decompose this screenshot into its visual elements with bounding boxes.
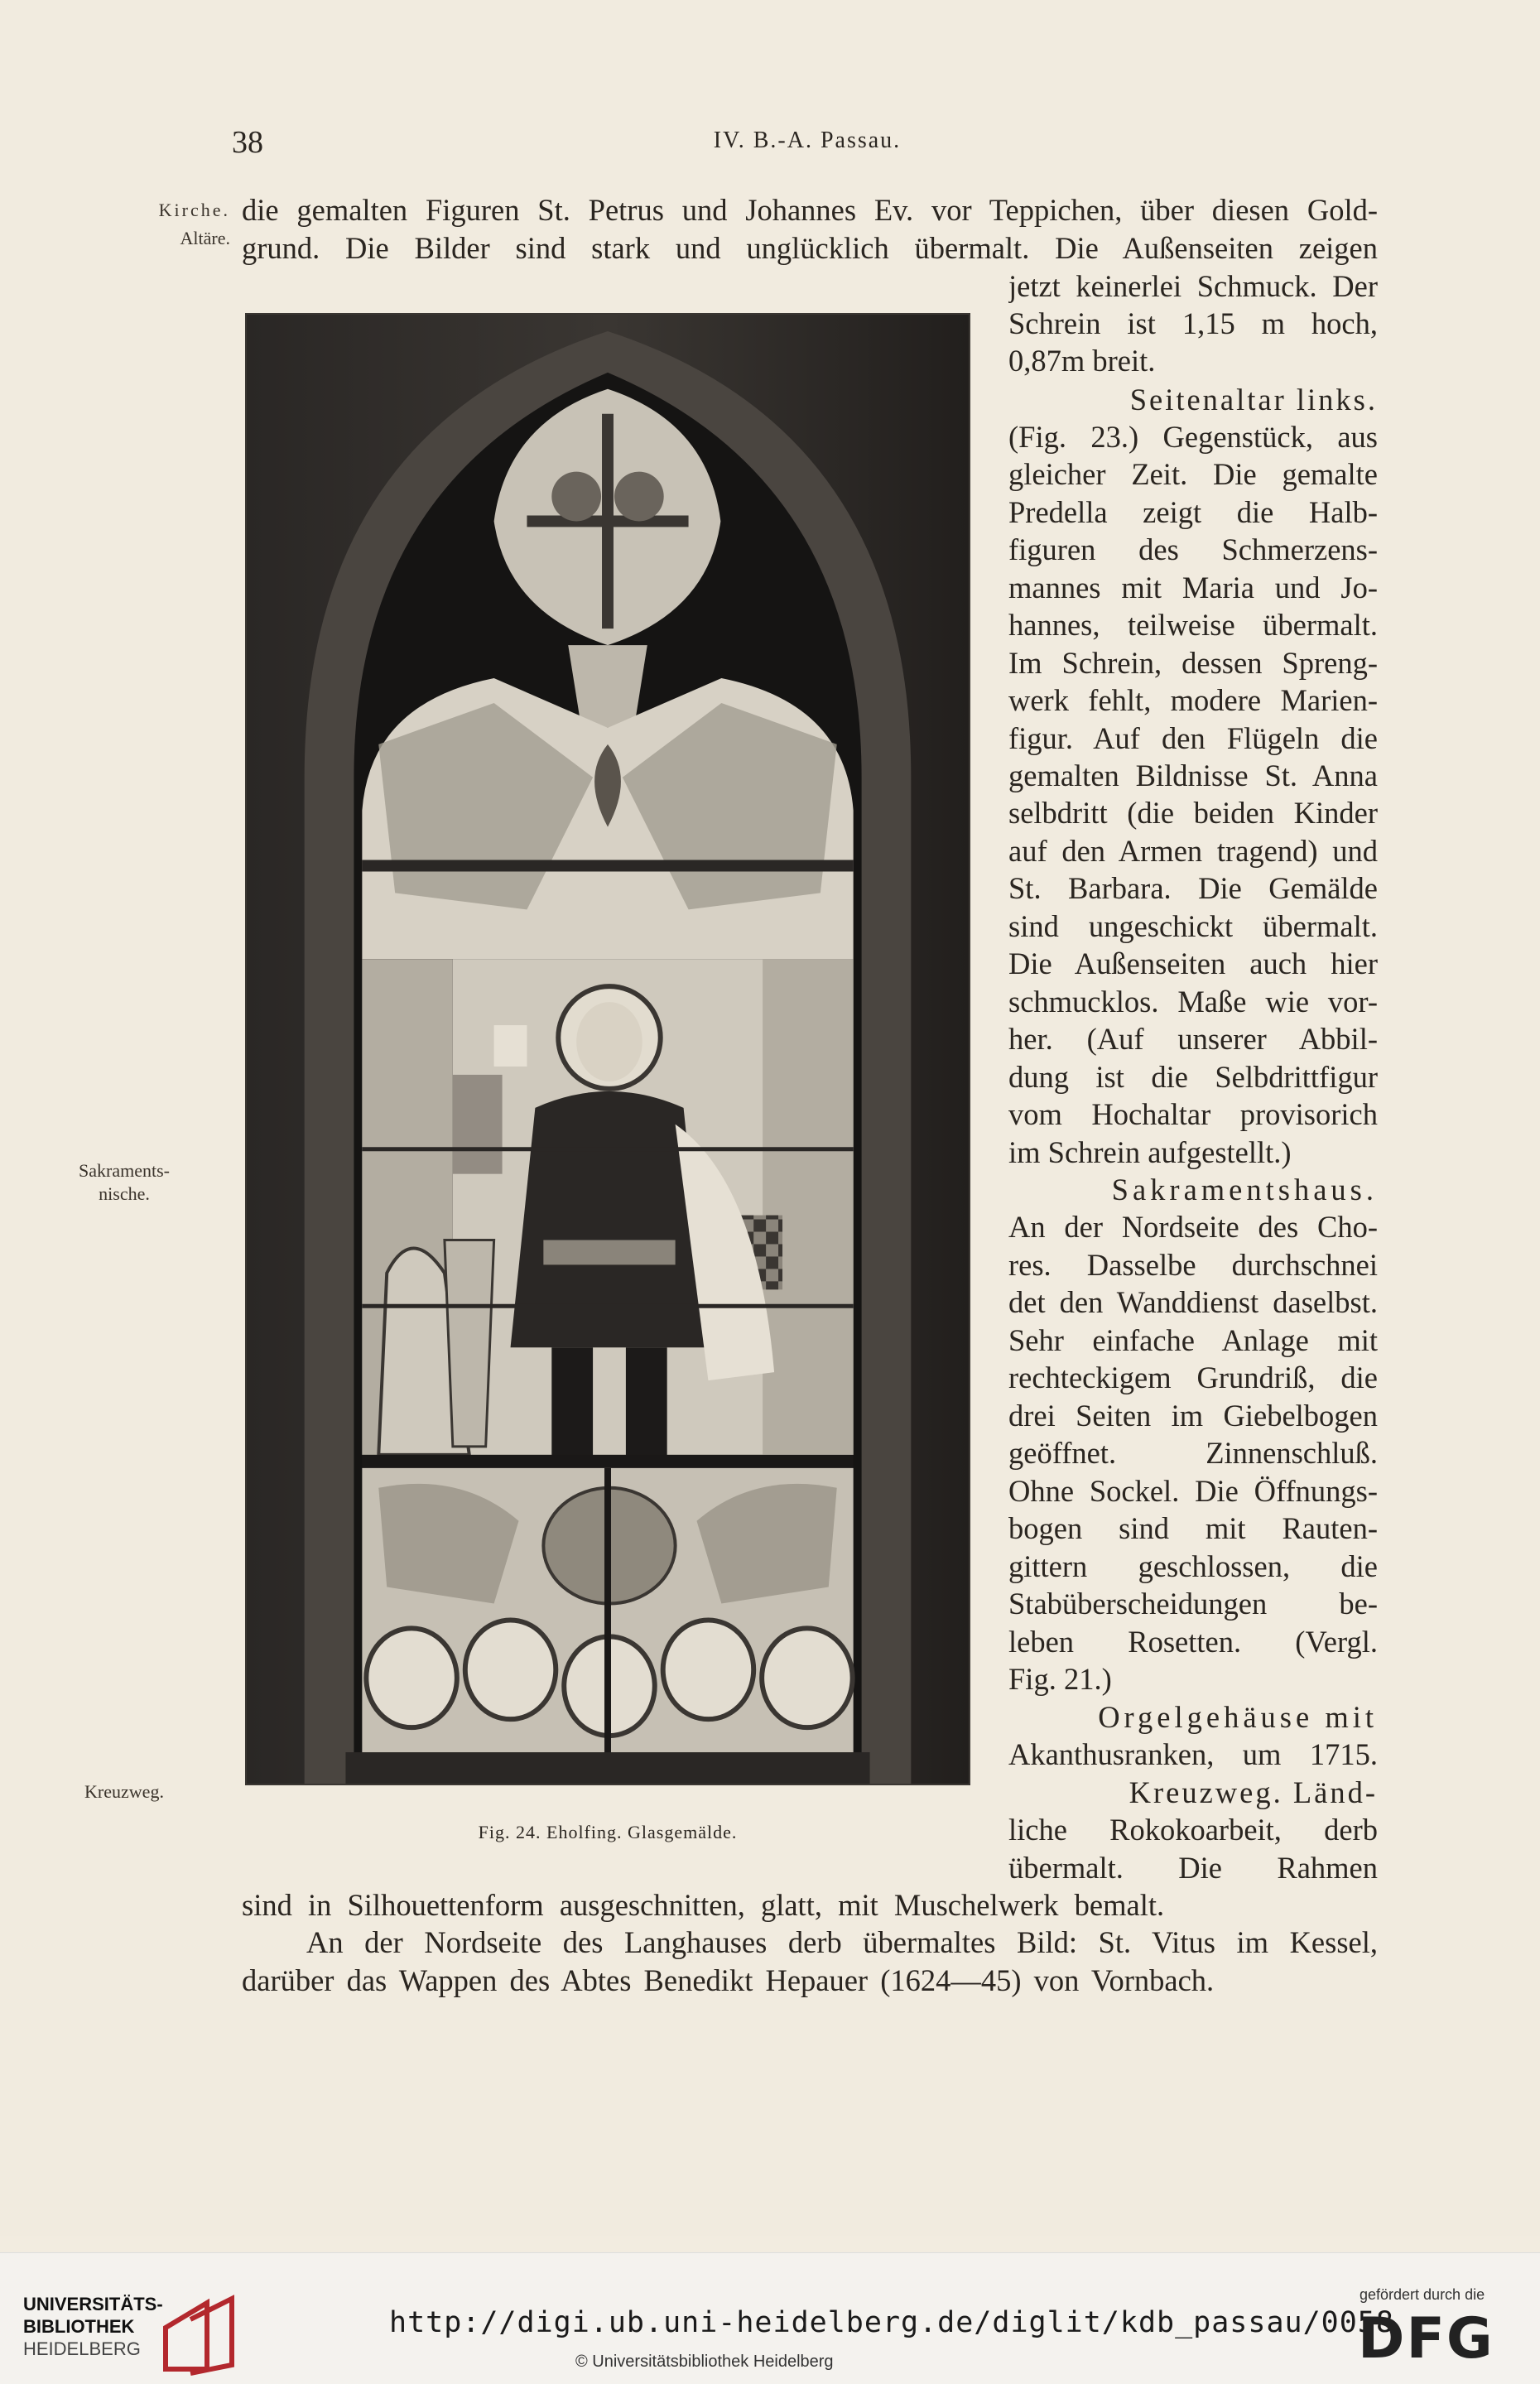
logo-line-1: UNIVERSITÄTS- <box>23 2294 163 2314</box>
text-line: Sakramentshaus. <box>1111 1173 1378 1206</box>
stained-glass-image <box>247 315 969 1784</box>
text-line: im Schrein aufgestellt.) <box>1008 1135 1292 1169</box>
margin-note-kreuzweg: Kreuzweg. <box>84 1781 164 1802</box>
text-line: An der Nordseite des Langhauses derb übermaltes Bild: St. Vitus im Kessel, <box>306 1925 1378 1959</box>
text-line: res. Dasselbe durchschnei <box>1008 1248 1378 1282</box>
text-line: Ohne Sockel. Die Öffnungs- <box>1008 1474 1378 1508</box>
text-line: (Fig. 23.) Gegenstück, aus <box>1008 420 1378 454</box>
stained-glass-figure <box>245 313 970 1785</box>
text-line: Orgelgehäuse mit <box>1098 1700 1378 1734</box>
text-line: schmucklos. Maße wie vor- <box>1008 985 1378 1019</box>
text-line: übermalt. Die Rahmen <box>1008 1851 1378 1885</box>
university-library-logo[interactable] <box>23 2293 163 2360</box>
text-line: grund. Die Bilder sind stark und unglücklich übermalt. Die Außenseiten zeigen <box>242 231 1378 265</box>
text-line: die gemalten Figuren St. Petrus und Johannes Ev. vor Teppichen, über diesen Gold- <box>242 193 1378 227</box>
margin-note-sakraments: Sakraments- <box>79 1160 170 1181</box>
running-title: IV. B.-A. Passau. <box>713 128 902 153</box>
text-line: liche Rokokoarbeit, derb <box>1008 1813 1378 1847</box>
text-line: An der Nordseite des Cho- <box>1008 1210 1378 1244</box>
text-line: selbdritt (die beiden Kinder <box>1008 796 1378 830</box>
text-line: Predella zeigt die Halb- <box>1008 495 1378 529</box>
viewer-footer <box>0 2252 1540 2384</box>
margin-note-nische: nische. <box>99 1183 150 1204</box>
text-line: vom Hochaltar provisorich <box>1008 1097 1378 1131</box>
text-line: Stabüberscheidungen be- <box>1008 1587 1378 1621</box>
text-line: gittern geschlossen, die <box>1008 1549 1378 1583</box>
text-line: geöffnet. Zinnenschluß. <box>1008 1436 1378 1470</box>
page-header <box>232 124 1383 166</box>
page-number: 38 <box>232 125 263 160</box>
logo-line-3: HEIDELBERG <box>23 2338 141 2359</box>
copyright-notice: © Universitätsbibliothek Heidelberg <box>575 2353 834 2371</box>
logo-line-2: BIBLIOTHEK <box>23 2316 135 2337</box>
text-line: figuren des Schmerzens- <box>1008 532 1378 566</box>
text-line: det den Wanddienst daselbst. <box>1008 1285 1378 1319</box>
text-line: Akanthusranken, um 1715. <box>1008 1737 1378 1771</box>
university-logo-icon <box>157 2295 240 2377</box>
funding-label: gefördert durch die <box>1360 2286 1485 2303</box>
text-line: bogen sind mit Rauten- <box>1008 1511 1378 1545</box>
text-line: werk fehlt, modere Marien- <box>1008 683 1378 717</box>
text-line: Fig. 21.) <box>1008 1662 1112 1696</box>
text-line: Sehr einfache Anlage mit <box>1008 1323 1378 1357</box>
text-line: darüber das Wappen des Abtes Benedikt Hepauer (1624—45) von Vornbach. <box>242 1963 1215 1997</box>
text-line: gemalten Bildnisse St. Anna <box>1008 759 1378 792</box>
margin-note-kirche: Kirche. <box>158 200 230 220</box>
text-line: jetzt keinerlei Schmuck. Der <box>1008 269 1378 303</box>
text-line: Seitenaltar links. <box>1129 383 1378 417</box>
text-line: sind in Silhouettenform ausgeschnitten, glatt, mit Muschelwerk bemalt. <box>242 1888 1165 1922</box>
text-line: Die Außenseiten auch hier <box>1008 946 1378 980</box>
margin-note-altaere: Altäre. <box>180 228 230 248</box>
text-line: drei Seiten im Giebelbogen <box>1008 1399 1378 1433</box>
figure-caption: Fig. 24. Eholfing. Glasgemälde. <box>478 1822 738 1842</box>
dfg-logo[interactable]: DFG <box>1358 2306 1494 2372</box>
text-line: Im Schrein, dessen Spreng- <box>1008 646 1378 680</box>
text-line: 0,87m breit. <box>1008 344 1156 378</box>
text-line: Schrein ist 1,15 m hoch, <box>1008 306 1378 340</box>
text-line: her. (Auf unserer Abbil- <box>1008 1022 1378 1056</box>
text-line: dung ist die Selbdrittfigur <box>1008 1060 1378 1094</box>
text-line: auf den Armen tragend) und <box>1008 834 1378 868</box>
text-line: hannes, teilweise übermalt. <box>1008 608 1378 642</box>
text-line: rechteckigem Grundriß, die <box>1008 1361 1378 1394</box>
text-line: sind ungeschickt übermalt. <box>1008 909 1378 943</box>
text-line: St. Barbara. Die Gemälde <box>1008 871 1378 905</box>
text-line: gleicher Zeit. Die gemalte <box>1008 457 1378 491</box>
text-line: leben Rosetten. (Vergl. <box>1008 1625 1378 1659</box>
text-line: figur. Auf den Flügeln die <box>1008 721 1378 755</box>
text-line: Kreuzweg. Länd- <box>1129 1775 1378 1809</box>
text-line: mannes mit Maria und Jo- <box>1008 571 1378 604</box>
permalink-url[interactable]: http://digi.ub.uni-heidelberg.de/diglit/kdb_passau/0058 <box>389 2306 1394 2339</box>
